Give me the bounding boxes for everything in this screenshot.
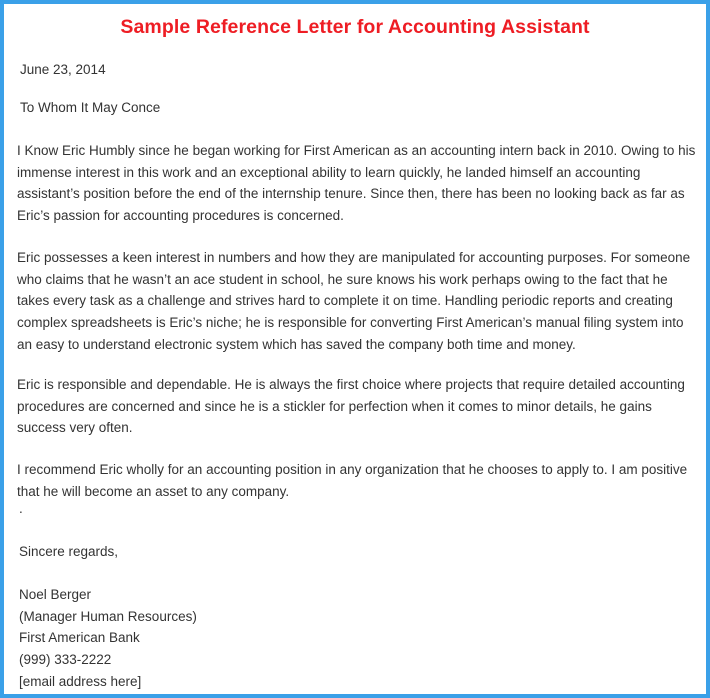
letter-paragraph-2: Eric possesses a keen interest in numbers and how they are manipulated for accounting purposes. For someone who claims that he wasn’t an ace student in school, he sure knows his work perhaps owing to the fact that he takes every task as a challenge and strives hard to complete it on time. Handling periodic reports and creating complex spreadsheets is Eric’s niche; he is responsible for converting First American’s manual filing system into an easy to understand electronic system which has saved the company both time and money. <box>17 250 691 352</box>
letter-paragraph-1: I Know Eric Humbly since he began working for First American as an accounting intern back in 2010. Owing to his immense interest in this work and an exceptional ability to learn quickly, he landed himself an accounting assistant’s position before the end of the internship tenure. Since then, there has been no looking back as far as Eric’s passion for accounting procedures is concerned. <box>17 143 696 224</box>
signer-name: Noel Berger <box>19 587 92 602</box>
signer-position: (Manager Human Resources) <box>19 608 197 624</box>
signer-company: First American Bank <box>19 630 140 646</box>
letter-salutation: To Whom It May Conce <box>20 100 161 115</box>
signer-email: [email address here] <box>19 673 142 689</box>
signer-phone: (999) 333-2222 <box>19 652 112 668</box>
letter-paragraph-4: I recommend Eric wholly for an accounting position in any organization that he chooses to apply to. I am positive that he will become an asset to any company. <box>17 462 688 499</box>
signature-block <box>19 584 197 693</box>
letter-paragraph-3: Eric is responsible and dependable. He is always the first choice where projects that require detailed accounting procedures are concerned and since he is a stickler for perfection when it comes to minor details, he gains success very often. <box>17 377 685 436</box>
stray-mark: . <box>19 501 23 516</box>
letter-title: Sample Reference Letter for Accounting Assistant <box>120 16 590 38</box>
letter-closing: Sincere regards, <box>19 544 119 559</box>
letter-date: June 23, 2014 <box>20 62 106 77</box>
